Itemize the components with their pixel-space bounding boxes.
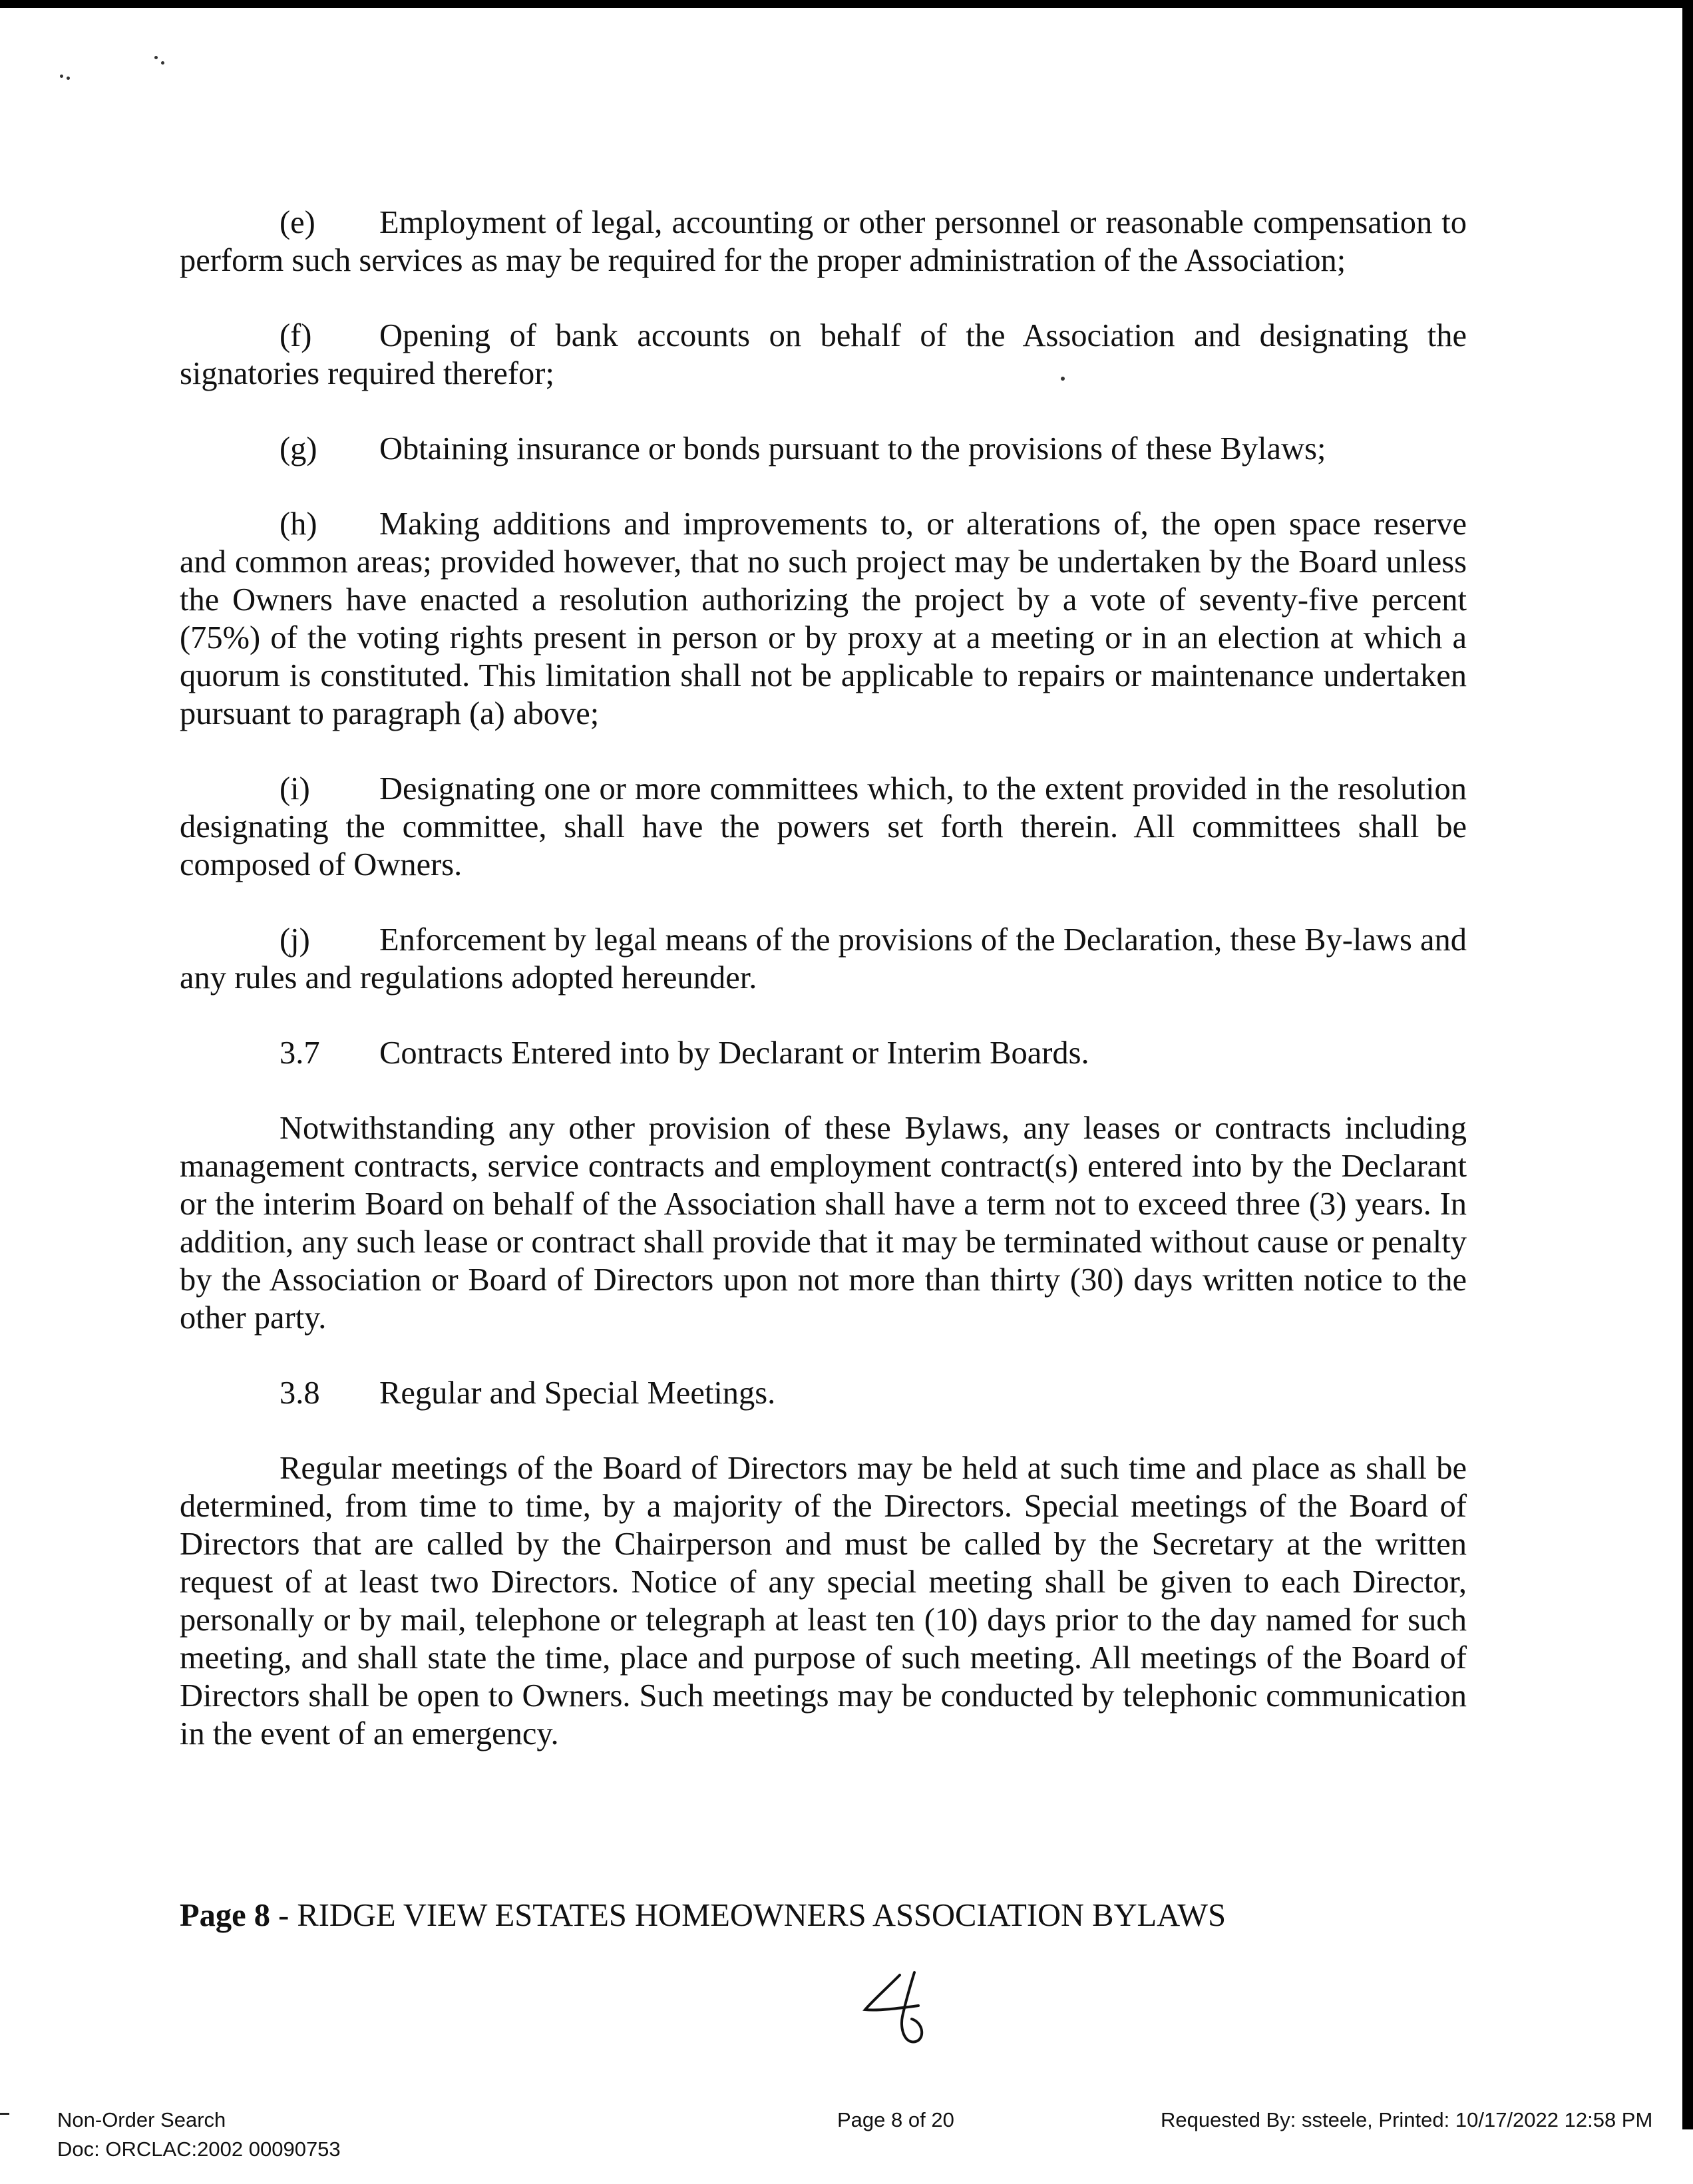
scan-top-border: [0, 0, 1693, 8]
section-3-7-heading: [180, 1034, 1467, 1072]
document-title: - RIDGE VIEW ESTATES HOMEOWNERS ASSOCIATION BYLAWS: [270, 1898, 1226, 1933]
paragraph-label: (i): [280, 771, 310, 807]
paragraph-h: [180, 505, 1467, 733]
paragraph-label: (j): [280, 922, 310, 958]
paragraph-text: Making additions and improvements to, or alterations of, the open space reserve and common areas; provided however, that no such project may be undertaken by the Board unless the Owners have enacted a resolution authorizing the project by a vote of seventy-five percent (75%) of the voting rights present in person or by proxy at a meeting or in an election at which a quorum is constituted. This limitation shall not be applicable to repairs or maintenance undertaken pursuant to paragraph (a) above;: [180, 506, 1467, 731]
paragraph-i: [180, 770, 1467, 884]
paragraph-j: [180, 921, 1467, 997]
section-title: Regular and Special Meetings.: [379, 1375, 776, 1411]
section-number: 3.8: [280, 1375, 320, 1411]
scan-speck: [67, 77, 70, 80]
scan-right-border: [1682, 0, 1693, 2129]
document-reference: Doc: ORCLAC:2002 00090753: [57, 2137, 341, 2161]
paragraph-label: (e): [280, 205, 315, 240]
paragraph-label: (h): [280, 506, 317, 542]
page-footer-title: [180, 1897, 1226, 1934]
scan-speck: [60, 75, 63, 78]
print-request-info: Requested By: ssteele, Printed: 10/17/2022 12:58 PM: [1161, 2108, 1653, 2131]
paragraph-text: Obtaining insurance or bonds pursuant to the provisions of these Bylaws;: [379, 431, 1326, 466]
paragraph-e: [180, 204, 1467, 279]
section-3-8-heading: [180, 1374, 1467, 1412]
section-3-7-body: Notwithstanding any other provision of these Bylaws, any leases or contracts including management contracts, service contracts and employment contract(s) entered into by the Declarant or the interim Board on behalf of the Association shall have a term not to exceed three (3) years. In addition, any such lease or contract shall provide that it may be terminated without cause or penalty by the Association or Board of Directors upon not more than thirty (30) days written notice to the other party.: [180, 1111, 1467, 1336]
scan-edge-mark: [0, 2113, 9, 2115]
scan-speck: [161, 61, 164, 65]
handwritten-page-mark: [858, 1970, 945, 2050]
section-number: 3.7: [280, 1035, 320, 1071]
page-number-label: Page 8: [180, 1898, 271, 1933]
paragraph-f: [180, 317, 1467, 393]
page-count: Page 8 of 20: [837, 2108, 954, 2131]
search-type-label: Non-Order Search: [57, 2108, 226, 2131]
section-3-8-body: Regular meetings of the Board of Directors may be held at such time and place as shall be determined, from time to time, by a majority of the Directors. Special meetings of the Board of Directors that are called by the Chairperson and must be called by the Secretary at the written request of at least two Directors. Notice of any special meeting shall be given to each Director, personally or by mail, telephone or telegraph at least ten (10) days prior to the day named for such meeting, and shall state the time, place and purpose of such meeting. All meetings of the Board of Directors shall be open to Owners. Such meetings may be conducted by telephonic communication in the event of an emergency.: [180, 1451, 1467, 1751]
paragraph-label: (g): [280, 431, 317, 466]
paragraph-text: Opening of bank accounts on behalf of the Association and designating the signatories required therefor;: [180, 318, 1467, 391]
section-title: Contracts Entered into by Declarant or Interim Boards.: [379, 1035, 1089, 1071]
paragraph-g: [180, 430, 1467, 468]
scan-speck: [154, 56, 158, 59]
document-body: [180, 204, 1467, 1753]
paragraph-text: Designating one or more committees which, to the extent provided in the resolution designating the committee, shall have the powers set forth therein. All committees shall be composed of Owners.: [180, 771, 1467, 882]
paragraph-label: (f): [280, 318, 312, 353]
paragraph-text: Employment of legal, accounting or other personnel or reasonable compensation to perform such services as may be required for the proper administration of the Association;: [180, 205, 1467, 278]
paragraph-text: Enforcement by legal means of the provisions of the Declaration, these By-laws and any rules and regulations adopted hereunder.: [180, 922, 1467, 996]
